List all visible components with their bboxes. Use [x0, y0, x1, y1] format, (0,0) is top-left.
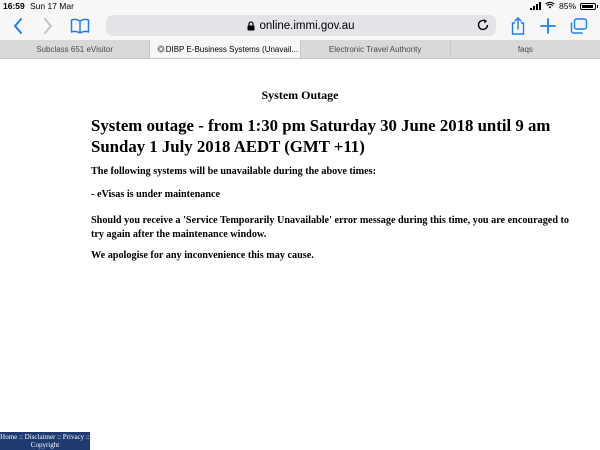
outage-title: System outage - from 1:30 pm Saturday 30 June 2018 until 9 am Sunday 1 July 2018 AEDT (GMT +11): [91, 116, 551, 156]
forward-button[interactable]: [38, 15, 58, 37]
bookmarks-button[interactable]: [68, 15, 92, 37]
home-link[interactable]: Home: [0, 432, 18, 441]
apology-text: We apologise for any inconvenience this may cause.: [91, 250, 314, 261]
new-tab-button[interactable]: [538, 15, 558, 37]
book-icon: [70, 18, 90, 34]
error-message-advice: Should you receive a 'Service Temporarily Unavailable' error message during this time, you are encouraged to try again after the maintenance window.: [91, 215, 570, 240]
tab-bar: [0, 40, 600, 59]
url-text: online.immi.gov.au: [259, 19, 355, 32]
battery-percent: 85%: [558, 1, 576, 11]
status-time: 16:59: [3, 1, 25, 11]
footer-separator: ::: [57, 432, 62, 441]
tab-label: DIBP E-Business Systems (Unavail...: [165, 44, 299, 54]
battery-icon: [580, 3, 596, 10]
lock-icon: [247, 21, 255, 31]
tab-close-icon[interactable]: [157, 45, 165, 53]
footer-separator: ::: [85, 432, 90, 441]
status-right: [530, 1, 596, 11]
footer-nav: [0, 432, 90, 450]
footer-separator: ::: [19, 432, 23, 441]
page-heading: System Outage: [261, 88, 339, 102]
tab-dibp-ebusiness[interactable]: [150, 40, 300, 58]
share-button[interactable]: [508, 15, 528, 37]
tab-electronic-travel-authority[interactable]: [301, 40, 451, 58]
privacy-link[interactable]: Privacy: [62, 432, 85, 441]
url-wrap: [106, 15, 496, 36]
share-icon: [511, 17, 525, 35]
reload-icon[interactable]: [476, 18, 490, 32]
chevron-left-icon: [13, 18, 23, 34]
status-bar: [0, 0, 600, 12]
tab-label: Subclass 651 eVisitor: [36, 44, 114, 54]
tab-faqs[interactable]: [451, 40, 600, 58]
disclaimer-link[interactable]: Disclaimer: [24, 432, 56, 441]
browser-toolbar: [0, 12, 600, 40]
wifi-icon: [545, 1, 555, 11]
chevron-right-icon: [43, 18, 53, 34]
copyright-link[interactable]: Copyright: [30, 441, 60, 449]
cellular-signal-icon: [530, 2, 541, 10]
evisas-maintenance-item: - eVisas is under maintenance: [91, 189, 221, 200]
tabs-overview-button[interactable]: [568, 15, 590, 37]
status-date: Sun 17 Mar: [30, 1, 74, 11]
tab-label: faqs: [517, 44, 533, 54]
back-button[interactable]: [8, 15, 28, 37]
unavailable-systems-intro: The following systems will be unavailable during the above times:: [91, 166, 376, 177]
tab-subclass-651[interactable]: [0, 40, 150, 58]
address-bar[interactable]: [106, 15, 496, 36]
page-content: [0, 59, 600, 450]
tabs-icon: [570, 18, 588, 34]
plus-icon: [540, 18, 556, 34]
tab-label: Electronic Travel Authority: [328, 44, 422, 54]
